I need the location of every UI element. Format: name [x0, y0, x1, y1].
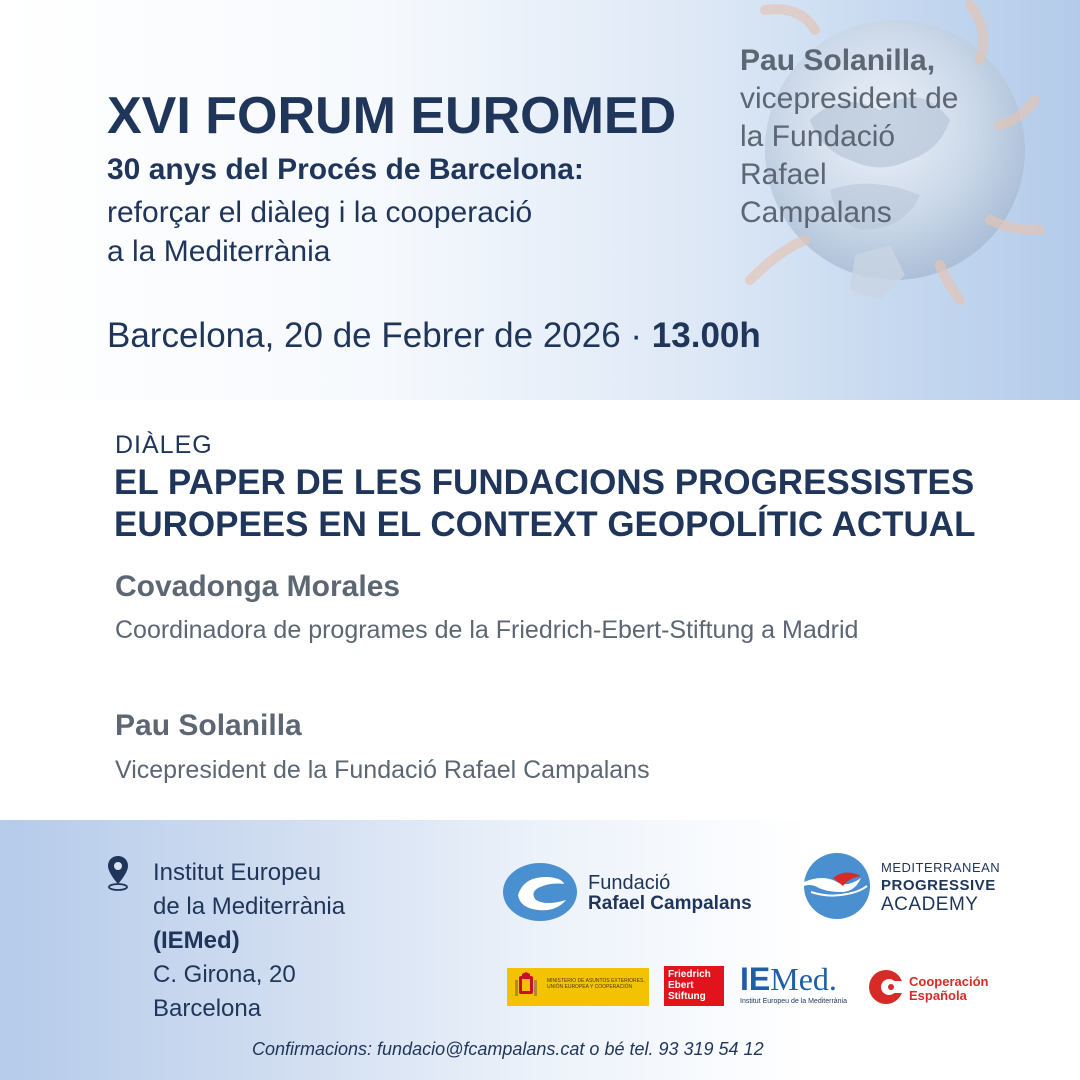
- speaker-role: Vicepresident de la Fundació Rafael Campalans: [115, 756, 650, 784]
- iemed-med: Med.: [770, 961, 837, 997]
- venue-line: C. Girona, 20: [153, 961, 296, 988]
- coop-line2: Española: [909, 988, 967, 1003]
- venue-paren: (: [153, 927, 161, 954]
- event-subtitle-line3: a la Mediterrània: [107, 235, 331, 268]
- cooperacion-espanola-logo: [867, 966, 997, 1008]
- ministerio-text: MINISTERIO DE ASUNTOS EXTERIORES, UNIÓN EUROPEA Y COOPERACIÓN: [547, 978, 645, 990]
- coat-of-arms-icon: [513, 972, 539, 1002]
- venue-acronym: IEMed: [161, 927, 232, 954]
- fes-line1: Friedrich: [668, 969, 711, 980]
- dialogue-title: [114, 462, 975, 546]
- friedrich-ebert-stiftung-logo: [664, 966, 724, 1006]
- fes-line2: Ebert: [668, 980, 694, 991]
- mpa-line3: ACADEMY: [881, 894, 979, 915]
- event-date: [107, 316, 761, 356]
- iemed-subtitle: Institut Europeu de la Mediterrània: [740, 998, 848, 1005]
- venue-paren: ): [231, 927, 240, 954]
- event-header: [0, 0, 1080, 400]
- venue-line: [153, 924, 345, 958]
- location-pin-icon: [107, 855, 129, 891]
- iemed-wordmark: [740, 962, 837, 996]
- iemed-logo: [740, 962, 860, 1012]
- dialogue-title-line1: EL PAPER DE LES FUNDACIONS PROGRESSISTES: [114, 463, 975, 502]
- ministerio-asuntos-exteriores-logo: [507, 968, 649, 1006]
- featured-speaker-name: Pau Solanilla,: [740, 44, 936, 77]
- featured-speaker-role-line: la Fundació: [740, 120, 896, 153]
- featured-speaker-role-line: Rafael: [740, 158, 827, 191]
- event-subtitle-bold: 30 anys del Procés de Barcelona:: [107, 153, 584, 186]
- featured-speaker-role-line: Campalans: [740, 196, 892, 229]
- rsvp-contact: Confirmacions: fundacio@fcampalans.cat o bé tel. 93 319 54 12: [252, 1039, 764, 1059]
- mpa-line1: MEDITERRANEAN: [881, 860, 1001, 875]
- coop-line1: Cooperación: [909, 974, 989, 989]
- section-label: DIÀLEG: [115, 431, 213, 459]
- venue-address: [153, 856, 345, 1026]
- venue-line: de la Mediterrània: [153, 893, 346, 920]
- venue-line: Institut Europeu: [153, 859, 322, 886]
- mediterranean-progressive-academy-logo: [803, 852, 1043, 922]
- mpa-line2: PROGRESSIVE: [881, 877, 996, 894]
- speaker-name: Pau Solanilla: [115, 709, 302, 742]
- event-time: 13.00h: [651, 316, 761, 355]
- frc-line1: Fundació: [588, 872, 671, 894]
- event-title: XVI FORUM EUROMED: [107, 87, 677, 145]
- fes-line3: Stiftung: [668, 991, 706, 1002]
- iemed-ie: IE: [740, 961, 771, 997]
- cooperacion-c-icon: [867, 968, 905, 1006]
- fundacio-rafael-campalans-logo: [502, 862, 752, 922]
- venue-line: Barcelona: [153, 995, 262, 1022]
- mpa-wave-icon: [803, 852, 871, 920]
- event-subtitle-line2: reforçar el diàleg i la cooperació: [107, 196, 533, 229]
- featured-speaker: [740, 42, 1040, 232]
- frc-emblem-icon: [502, 862, 582, 922]
- dialogue-title-line2: EUROPEES EN EL CONTEXT GEOPOLÍTIC ACTUAL: [114, 505, 976, 544]
- speaker-name: Covadonga Morales: [115, 570, 401, 603]
- event-date-text: Barcelona, 20 de Febrer de 2026 ·: [107, 316, 652, 355]
- speaker-role: Coordinadora de programes de la Friedrich-Ebert-Stiftung a Madrid: [115, 616, 859, 644]
- frc-line2: Rafael Campalans: [588, 893, 752, 914]
- featured-speaker-role-line: vicepresident de: [740, 82, 959, 115]
